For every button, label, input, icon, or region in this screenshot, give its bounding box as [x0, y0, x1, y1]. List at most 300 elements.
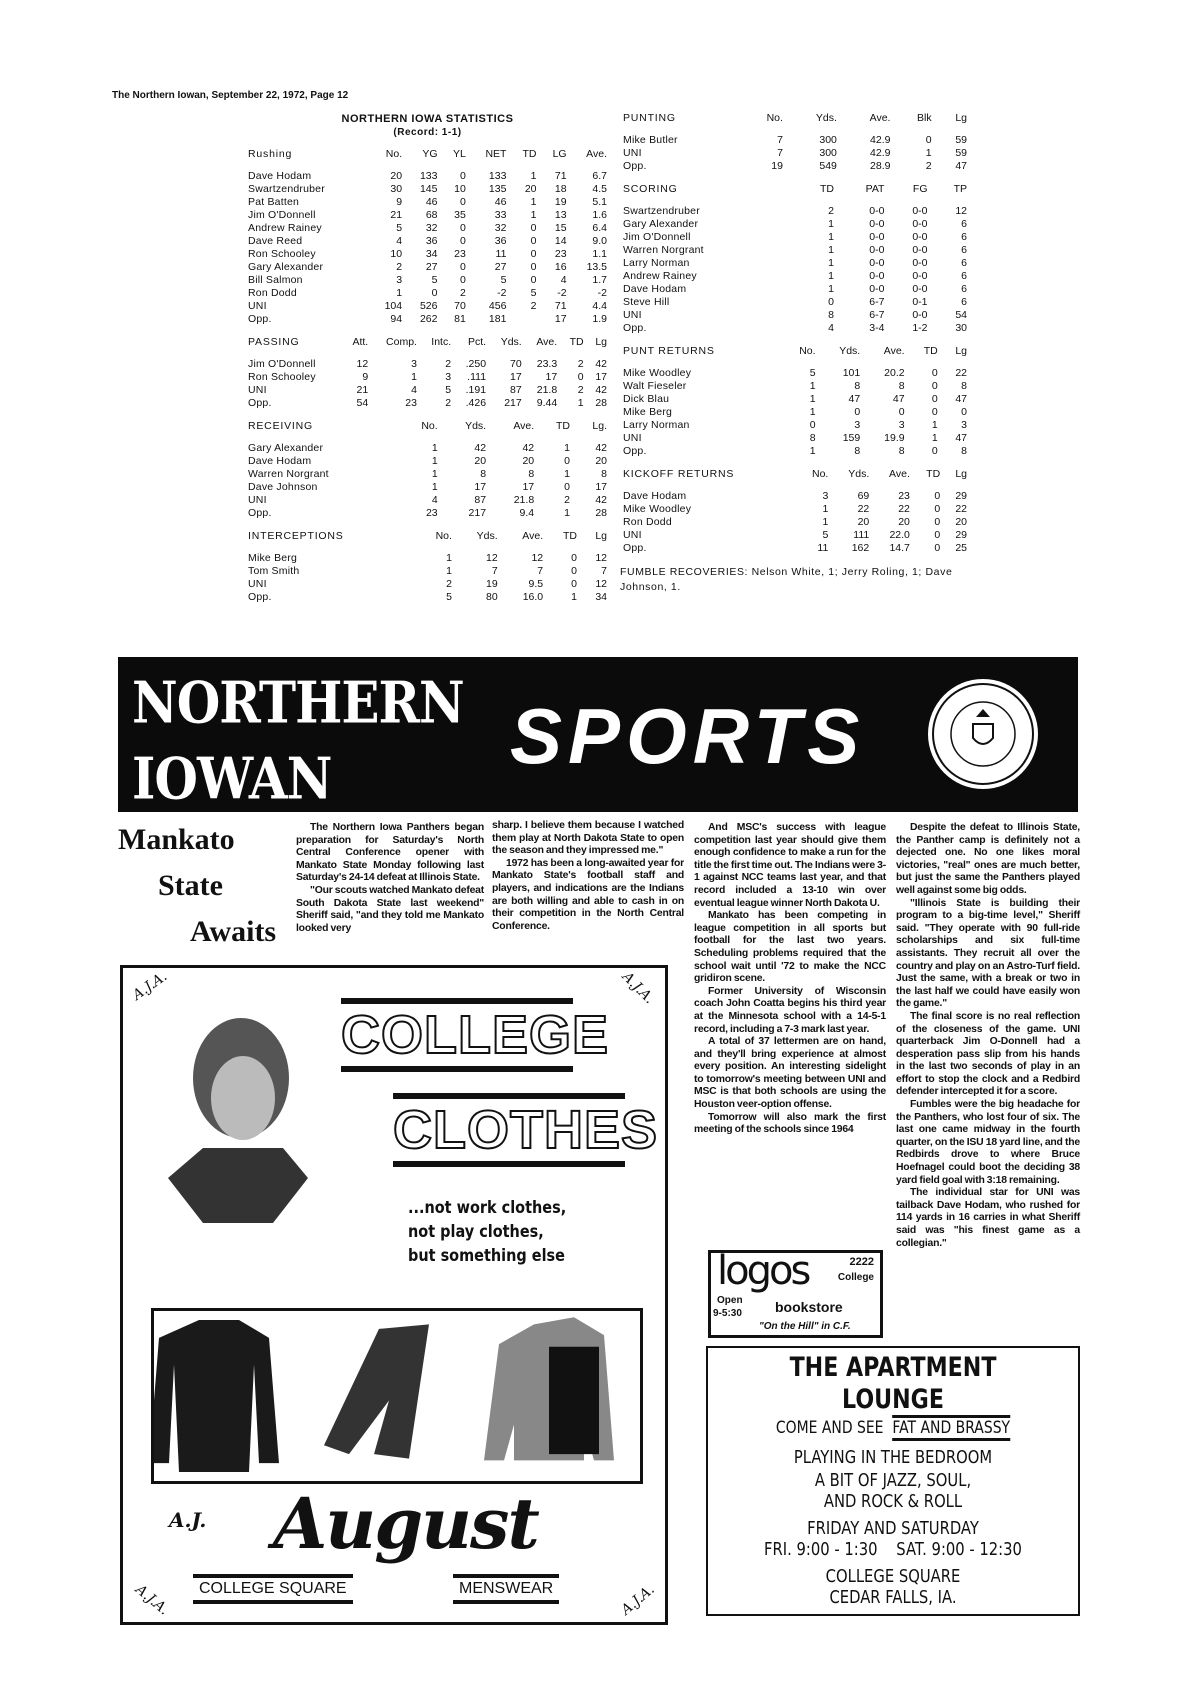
stat-cell: 0: [925, 134, 932, 146]
stat-cell: 0: [530, 248, 537, 260]
stat-cell: 6: [961, 218, 967, 230]
stat-cell: 3-4: [869, 322, 885, 334]
player-name: Ron Schooley: [248, 371, 316, 383]
stat-cell: 0: [459, 222, 466, 234]
player-name: Opp.: [248, 507, 272, 519]
stat-cell: 17: [522, 481, 535, 493]
paragraph: Former University of Wisconsin coach John Coatta begins his third year at the Minnesota school with a 14-5-1 record, including a 7-3 mark last year.: [694, 985, 886, 1035]
stat-cell: 0-0: [912, 205, 928, 217]
table-row: [245, 261, 610, 274]
stat-cell: 1: [828, 283, 834, 295]
column-header: Yds.: [815, 112, 837, 124]
stat-cell: [509, 313, 539, 326]
column-header: No.: [421, 420, 438, 432]
paragraph: Tomorrow will also mark the first meeting of the schools since 1964: [694, 1111, 886, 1136]
stat-cell: 0: [459, 261, 466, 273]
stat-cell: 70: [510, 358, 522, 370]
player-name: Mike Woodley: [623, 367, 692, 379]
stat-cell: 4: [560, 274, 567, 286]
paragraph: Despite the defeat to Illinois State, the Panther camp is definitely not a dejected one. No one likes moral victories, "real" ones are much better, but just the same the Panthers played well against some big odds.: [896, 822, 1080, 896]
column-header: Lg: [955, 345, 967, 357]
stat-cell: .250: [465, 358, 487, 370]
column-header: Yds.: [465, 420, 487, 432]
stat-cell: 1: [828, 257, 834, 269]
player-name: UNI: [248, 494, 267, 506]
trousers-icon: [324, 1324, 429, 1458]
stat-cell: 19: [554, 196, 567, 208]
section-heading: KICKOFF RETURNS: [623, 468, 735, 480]
stats-table-rushing: [245, 148, 610, 326]
stat-cell: 0: [571, 552, 577, 564]
stat-cell: 2: [925, 160, 932, 172]
column-header: YG: [422, 148, 438, 160]
stat-cell: 8: [828, 309, 834, 321]
player-name: Dave Hodam: [623, 490, 687, 502]
stat-cell: 3: [961, 419, 967, 431]
stat-cell: 12: [955, 205, 967, 217]
shirt-vest-icon: [484, 1317, 614, 1460]
table-row: [620, 490, 970, 503]
stats-table-punting: [620, 112, 970, 173]
column-header: FG: [912, 183, 928, 195]
stat-cell: 2: [577, 358, 584, 370]
stat-cell: 133: [419, 170, 438, 182]
tagline-line: not play clothes,: [408, 1222, 544, 1242]
player-name: UNI: [623, 309, 642, 321]
stat-cell: 69: [857, 490, 870, 502]
column-header: Yds.: [839, 345, 861, 357]
column-header: PAT: [865, 183, 885, 195]
stat-cell: 34: [425, 248, 438, 260]
fumble-recoveries: FUMBLE RECOVERIES: Nelson White, 1; Jerry Roling, 1; Dave Johnson, 1.: [620, 566, 953, 593]
stat-cell: 0: [809, 419, 816, 431]
column-header: Lg: [595, 336, 607, 348]
stat-cell: 68: [425, 209, 438, 221]
stat-cell: 20: [898, 516, 910, 528]
stat-cell: 29: [955, 490, 967, 502]
paragraph: "Illinois State is building their program to a big-time level," Sheriff said. "They operate with 90 full-ride scholarships and six full-time assistants. They recruit all over the country and play on an Astro-Turf field. Just the same, with a break or two in the last half we could have easily won the game.": [896, 897, 1080, 1010]
stat-cell: 42: [595, 494, 607, 506]
stat-cell: 16: [554, 261, 567, 273]
stat-cell: 0: [530, 261, 537, 273]
table-row: [245, 183, 610, 196]
stat-cell: 0: [459, 170, 466, 182]
stat-cell: 7: [777, 134, 783, 146]
article-column-4: [896, 822, 1080, 1250]
stat-cell: 80: [486, 591, 498, 603]
stat-cell: 2: [445, 397, 452, 409]
lounge-hours: [741, 1539, 1044, 1560]
stat-cell: 2: [459, 287, 466, 299]
stat-cell: 1: [822, 503, 829, 515]
masthead: [132, 665, 464, 817]
stat-cell: 0-0: [912, 283, 928, 295]
stat-cell: 549: [819, 160, 837, 172]
stat-cell: 8: [480, 468, 487, 480]
stat-cell: 8: [809, 432, 816, 444]
stat-cell: 30: [955, 322, 967, 334]
stat-cell: 30: [390, 183, 403, 195]
paragraph: Fumbles were the big headache for the Panthers, who lost four of six. The last one came midway in the fourth quarter, on the ISU 18 yard line, and the Redbirds drove to where Bruce Hoefnagel could boot the deciding 38 yard field goal with 3:18 remaining.: [896, 1099, 1080, 1186]
stat-cell: 54: [356, 397, 369, 409]
header-row: [620, 112, 970, 134]
column-header: No.: [435, 530, 452, 542]
table-row: [245, 565, 610, 578]
stats-title: NORTHERN IOWA STATISTICS: [341, 113, 514, 125]
stat-cell: 0: [459, 196, 466, 208]
stat-cell: 20: [857, 516, 870, 528]
player-name: Dave Hodam: [623, 283, 687, 295]
table-row: [245, 170, 610, 183]
table-row: [245, 274, 610, 287]
stat-cell: 23: [405, 397, 417, 409]
player-name: Gary Alexander: [248, 261, 324, 273]
paragraph: "Our scouts watched Mankato defeat South Dakota State last weekend" Sheriff said, "and they told me Mankato looked very: [296, 884, 484, 934]
stat-cell: 1: [431, 455, 438, 467]
player-name: UNI: [623, 529, 642, 541]
player-name: Jim O'Donnell: [623, 231, 691, 243]
bookstore-label: bookstore: [775, 1299, 843, 1315]
hours: 9-5:30: [713, 1308, 742, 1319]
corner-monogram: A.J.A.: [132, 1581, 172, 1619]
clothes-headline-block: [393, 1093, 659, 1167]
stat-cell: 42: [595, 384, 607, 396]
header-row: [620, 468, 970, 490]
stat-cell: 0-0: [912, 270, 928, 282]
stats-tables-right: [620, 112, 970, 555]
stat-cell: 9.5: [528, 578, 544, 590]
stat-cell: 4: [411, 384, 417, 396]
player-name: Dave Hodam: [248, 455, 312, 467]
stat-cell: 1: [822, 516, 829, 528]
player-name: Dick Blau: [623, 393, 670, 405]
paragraph: The Northern Iowa Panthers began preparation for Saturday's North Central Conference opener with Mankato State Monday following last Saturday's 24-14 defeat at Illinois State.: [296, 822, 484, 884]
stat-cell: 1: [396, 287, 403, 299]
stat-cell: 9: [362, 371, 369, 383]
column-header: TD: [556, 420, 570, 432]
stat-cell: 0-0: [869, 283, 885, 295]
stat-cell: 22.0: [889, 529, 910, 541]
column-header: Pct.: [467, 336, 487, 348]
paragraph: And MSC's success with league competition last year should give them enough confidence to make a run for the title the first time out. The Indians were 3-1 against NCC teams last year, and that record included a 13-10 win over eventual league winner North Dakota U.: [694, 822, 886, 909]
table-row: [245, 578, 610, 591]
table-row: [245, 397, 610, 410]
table-row: [245, 287, 610, 300]
stat-cell: 12: [531, 552, 544, 564]
stat-cell: 59: [955, 147, 967, 159]
table-row: [245, 552, 610, 565]
stat-cell: 1: [577, 397, 584, 409]
stat-cell: 1-2: [912, 322, 928, 334]
stat-cell: 4.4: [592, 300, 607, 312]
article-column-2: [492, 820, 684, 933]
column-header: No.: [799, 345, 816, 357]
stat-cell: 0-0: [869, 257, 885, 269]
stat-cell: 217: [468, 507, 487, 519]
stat-cell: 8: [961, 380, 967, 392]
stat-cell: 0: [571, 578, 577, 590]
table-row: [245, 591, 610, 604]
stat-cell: 27: [494, 261, 507, 273]
player-name: Ron Dodd: [248, 287, 297, 299]
stat-cell: 0: [431, 287, 438, 299]
stat-cell: 42.9: [870, 134, 891, 146]
stat-cell: 42.9: [870, 147, 891, 159]
stat-cell: 59: [955, 134, 967, 146]
column-header: Ave.: [536, 336, 558, 348]
stat-cell: 81: [454, 313, 466, 325]
stat-cell: 2: [577, 384, 584, 396]
table-row: [620, 257, 970, 270]
stat-cell: 0: [934, 503, 941, 515]
stat-cell: 5: [396, 222, 403, 234]
column-header: Yds.: [848, 468, 870, 480]
stat-cell: 5: [431, 274, 438, 286]
player-name: Opp.: [623, 160, 647, 172]
table-row: [620, 147, 970, 160]
stat-cell: 0: [934, 529, 941, 541]
stat-cell: 6.7: [592, 170, 607, 182]
paragraph: The individual star for UNI was tailback Dave Hodam, who rushed for 114 yards in 16 carries in what Sheriff said was "his finest game as a collegian.": [896, 1187, 1080, 1249]
stat-cell: 28.9: [870, 160, 891, 172]
stat-cell: 526: [419, 300, 438, 312]
stat-cell: 2: [446, 578, 452, 590]
stat-cell: 23.3: [536, 358, 558, 370]
stat-cell: 6: [961, 231, 967, 243]
stat-cell: 104: [384, 300, 403, 312]
stat-cell: 14.7: [889, 542, 910, 554]
stat-cell: 21.8: [536, 384, 558, 396]
column-header: YL: [452, 148, 466, 160]
section-title: SPORTS: [510, 692, 866, 780]
table-row: [620, 529, 970, 542]
stat-cell: 3: [898, 419, 905, 431]
player-name: Ron Dodd: [623, 516, 672, 528]
stat-cell: 145: [419, 183, 438, 195]
stat-cell: 0: [571, 565, 577, 577]
stat-cell: 14: [554, 235, 567, 247]
address-street: College: [837, 1272, 874, 1283]
lounge-location: COLLEGE SQUARE: [825, 1566, 961, 1587]
paragraph: A total of 37 lettermen are on hand, and they'll bring experience at almost every position. An interesting sidelight to tomorrow's meeting between UNI and MSC is that both schools are using the Houston veer-option offense.: [694, 1036, 886, 1111]
stat-cell: 22: [898, 503, 910, 515]
stat-cell: 1: [828, 270, 834, 282]
stat-cell: 21.8: [513, 494, 535, 506]
stat-cell: 162: [851, 542, 870, 554]
stat-cell: 1: [828, 231, 834, 243]
stat-cell: 0-0: [869, 270, 885, 282]
stat-cell: 3: [854, 419, 861, 431]
stat-cell: 17: [474, 481, 487, 493]
stat-cell: 1: [431, 481, 438, 493]
stat-cell: 9: [396, 196, 403, 208]
stat-cell: 262: [419, 313, 438, 325]
address-number: 2222: [849, 1256, 874, 1268]
apartment-lounge-ad: [706, 1346, 1080, 1616]
column-header: Lg: [955, 112, 967, 124]
stat-cell: 21: [390, 209, 403, 221]
player-name: Gary Alexander: [623, 218, 699, 230]
stat-cell: 42: [595, 358, 607, 370]
stat-cell: 23: [454, 248, 466, 260]
logos-bookstore-ad: [708, 1250, 883, 1338]
player-name: Opp.: [623, 445, 647, 457]
stat-cell: 70: [454, 300, 466, 312]
table-row: [620, 516, 970, 529]
header-row: [620, 183, 970, 205]
stat-cell: 36: [494, 235, 507, 247]
page-header: The Northern Iowan, September 22, 1972, Page 12: [112, 90, 349, 101]
tagline-line: but something else: [408, 1246, 565, 1266]
stat-cell: 0-0: [912, 257, 928, 269]
column-header: No.: [385, 148, 403, 160]
stat-cell: 36: [425, 235, 438, 247]
stat-cell: 42: [474, 442, 487, 454]
stat-cell: 8: [528, 468, 535, 480]
stat-cell: 22: [955, 503, 967, 515]
stat-cell: 135: [488, 183, 507, 195]
stat-cell: 20: [522, 455, 535, 467]
player-name: Warren Norgrant: [623, 244, 704, 256]
table-row: [620, 406, 970, 419]
college-headline-block: [341, 998, 610, 1072]
stat-cell: 1: [828, 218, 834, 230]
player-name: UNI: [623, 432, 642, 444]
stat-cell: 23: [554, 248, 567, 260]
player-name: Mike Woodley: [623, 503, 692, 515]
tagline: [408, 1196, 594, 1268]
stat-cell: 4.5: [592, 183, 607, 195]
stat-cell: 87: [510, 384, 522, 396]
stat-cell: 0-1: [912, 296, 928, 308]
stat-cell: 42: [522, 442, 535, 454]
stat-cell: 1.1: [592, 248, 607, 260]
stat-cell: 0: [934, 516, 941, 528]
stat-cell: .191: [465, 384, 487, 396]
stat-cell: 2: [564, 494, 570, 506]
stat-cell: 1: [931, 419, 938, 431]
stat-cell: 6: [961, 283, 967, 295]
stat-cell: 32: [425, 222, 438, 234]
stat-cell: 47: [955, 432, 967, 444]
player-name: Bill Salmon: [248, 274, 303, 286]
clothing-images: [151, 1308, 643, 1484]
stat-cell: 5: [500, 274, 507, 286]
stats-table-scoring: [620, 183, 970, 335]
player-name: Andrew Rainey: [623, 270, 697, 282]
table-row: [245, 455, 610, 468]
stat-cell: 1: [571, 591, 577, 603]
stat-cell: 1: [809, 406, 816, 418]
stat-cell: 159: [842, 432, 861, 444]
player-name: Andrew Rainey: [248, 222, 322, 234]
column-header: Intc.: [431, 336, 452, 348]
stat-cell: 12: [595, 552, 607, 564]
lounge-title: THE APARTMENT LOUNGE: [789, 1352, 997, 1415]
column-header: Ave.: [883, 345, 905, 357]
stat-cell: 0: [898, 406, 905, 418]
stat-cell: 1: [530, 170, 537, 182]
stat-cell: 28: [595, 397, 607, 409]
column-header: Ave.: [869, 112, 891, 124]
player-name: UNI: [248, 578, 267, 590]
table-row: [245, 371, 610, 384]
player-name: Swartzendruber: [623, 205, 700, 217]
column-header: No.: [766, 112, 783, 124]
column-header: Ave.: [586, 148, 607, 160]
header-row: [245, 530, 610, 552]
table-row: [620, 270, 970, 283]
table-row: [620, 432, 970, 445]
stat-cell: 6: [961, 257, 967, 269]
player-name: Dave Reed: [248, 235, 303, 247]
come-and-see: COME AND SEE: [775, 1418, 884, 1438]
stat-cell: 0: [530, 235, 537, 247]
stat-cell: 32: [494, 222, 507, 234]
section-heading: RECEIVING: [248, 420, 313, 432]
table-row: [620, 542, 970, 555]
slogan: "On the Hill" in C.F.: [759, 1321, 851, 1332]
player-name: Gary Alexander: [248, 442, 324, 454]
stat-cell: 11: [495, 248, 507, 260]
player-name: Ron Schooley: [248, 248, 316, 260]
stat-cell: 15: [554, 222, 567, 234]
stat-cell: 217: [504, 397, 522, 409]
stat-cell: .426: [465, 397, 487, 409]
stat-cell: 8: [898, 445, 905, 457]
stat-cell: 300: [819, 147, 837, 159]
aj-august-ad: [120, 965, 668, 1625]
stat-cell: 6: [961, 270, 967, 282]
lounge-line: AND ROCK & ROLL: [823, 1491, 963, 1512]
table-row: [620, 393, 970, 406]
player-name: Mike Berg: [623, 406, 673, 418]
stat-cell: 1: [564, 442, 570, 454]
column-header: TD: [819, 183, 834, 195]
stat-cell: 8: [898, 380, 905, 392]
header-row: [245, 148, 610, 170]
stats-table-interceptions: [245, 530, 610, 604]
stat-cell: 0: [564, 455, 570, 467]
stat-cell: 47: [892, 393, 905, 405]
stat-cell: 0: [934, 490, 941, 502]
player-name: Jim O'Donnell: [248, 209, 316, 221]
player-name: Opp.: [623, 322, 647, 334]
lounge-days: FRIDAY AND SATURDAY: [807, 1518, 979, 1539]
player-name: Dave Hodam: [248, 170, 312, 182]
model-portrait-image: [163, 1008, 313, 1228]
stat-cell: 6-7: [869, 296, 885, 308]
table-row: [620, 205, 970, 218]
column-header: Blk: [917, 112, 932, 124]
stat-cell: 181: [488, 313, 507, 325]
player-name: Tom Smith: [248, 565, 300, 577]
table-row: [245, 313, 610, 326]
column-header: Ave.: [513, 420, 535, 432]
stat-cell: 1: [431, 468, 438, 480]
player-name: Dave Johnson: [248, 481, 318, 493]
stat-cell: 6: [961, 244, 967, 256]
stat-cell: 0-0: [912, 244, 928, 256]
location-label: COLLEGE SQUARE: [193, 1574, 353, 1604]
column-header: LG: [552, 148, 567, 160]
stat-cell: 8: [854, 445, 861, 457]
section-heading: INTERCEPTIONS: [248, 530, 344, 542]
stat-cell: 23: [898, 490, 910, 502]
stat-cell: 1: [931, 432, 938, 444]
stat-cell: 0: [828, 296, 834, 308]
table-row: [620, 244, 970, 257]
